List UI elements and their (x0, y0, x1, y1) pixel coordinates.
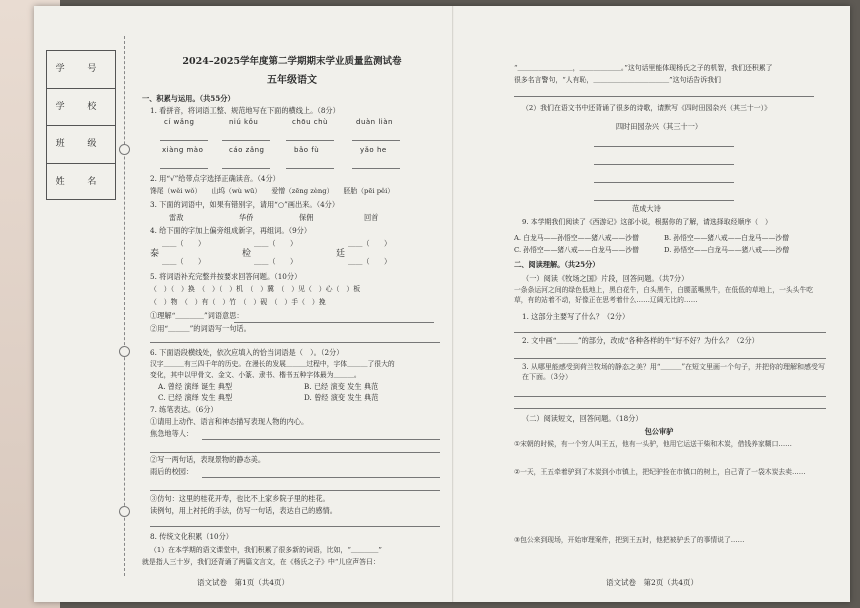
answer-line[interactable] (150, 452, 440, 453)
reading-question: 2. 文中画“＿＿＿”的部分，改成“各种各样的牛”好不好？为什么？（2分） (522, 336, 759, 345)
reading-passage: 一条条运河之间的绿色低地上，黑白花牛，白头黑牛，白腰蓝嘴黑牛，在低低的草地上，一头头牛吃草，有的站着不动，好像正在思考着什么……辽阔无比的…… (514, 286, 814, 304)
answer-line[interactable] (234, 322, 434, 323)
question-4: 4. 给下面的字加上偏旁组成新字，再组词。（9分） (150, 226, 312, 235)
info-student-number: 学 号 (47, 51, 115, 89)
q9-option[interactable]: A. 白龙马——孙悟空——猪八戒——沙僧 (514, 234, 639, 242)
q7-part: ③仿句：这里的桂花开寿，也比不上家乡院子里的桂花。 (150, 494, 330, 503)
q8-text: 就是指人三十岁，我们还背诵了两篇文言文，在《杨氏之子》中“儿应声答曰： (142, 558, 380, 566)
poem-line[interactable] (594, 200, 734, 201)
reading-heading: （一）阅读《牧场之国》片段，回答问题。（共7分） (522, 274, 689, 283)
q4-blank[interactable]: ＿＿（ ） (348, 239, 392, 248)
answer-line[interactable] (286, 140, 334, 141)
reading-passage: ③包公来到现场，开始审理案件，把到王五时，他把被驴丢了的事情说了…… (514, 536, 745, 544)
q6-text: 变化，其中以甲骨文、金文、小篆、隶书、楷书五种字体最为＿＿＿。 (150, 371, 361, 379)
q9-option[interactable]: B. 孙悟空——猪八戒——白龙马——沙僧 (664, 234, 789, 242)
reading-passage: ②一天，王五牵着驴到了木炭到小市镇上，把纪驴拴在市镇口的树上，自己背了一袋木炭去卖…… (514, 468, 806, 476)
q6-option[interactable]: B. 已经 演变 发生 典范 (304, 382, 379, 391)
page-footer: 语文试卷 第1页（共4页） (196, 577, 290, 587)
answer-line[interactable] (150, 490, 440, 491)
q5-understand: ①理解“＿＿＿＿”词语意思： (150, 311, 244, 320)
q7-part: ①请用上动作、语言和神态描写表现人物的内心。 (150, 417, 309, 426)
answer-line[interactable] (514, 96, 814, 97)
q5-row[interactable]: （ ）物 （ ）有（ ）竹 （ ）砚 （ ）手（ ）挽 (150, 298, 326, 306)
pinyin: chōu chù (292, 118, 328, 126)
passage-title: 包公审驴 (644, 427, 674, 436)
q6-option[interactable]: D. 曾经 演变 发生 典范 (304, 393, 379, 402)
answer-line[interactable] (222, 168, 270, 169)
question-6: 6. 下面语段横线处，依次应填入的恰当词语是（ ）。（2分） (150, 348, 344, 357)
q4-blank[interactable]: ＿＿（ ） (162, 239, 206, 248)
question-7: 7. 练笔表达。（6分） (150, 405, 218, 414)
info-class: 班 级 (47, 126, 115, 164)
q4-blank[interactable]: ＿＿（ ） (162, 257, 206, 266)
info-school: 学 校 (47, 89, 115, 127)
answer-line[interactable] (222, 140, 270, 141)
binding-hole (119, 346, 130, 357)
exam-subject: 五年级语文 (267, 75, 317, 86)
page-two (454, 6, 850, 602)
pinyin: niú kǒu (229, 118, 259, 126)
exam-title: 2024–2025学年度第二学期期末学业质量监测试卷 (182, 56, 402, 67)
q5-row[interactable]: （ ）（ ）换 （ ）（ ）机 （ ）冀 （ ）见（ ）心（ ）板 (150, 285, 361, 293)
page-footer: 语文试卷 第2页（共4页） (605, 577, 699, 587)
answer-line[interactable] (514, 332, 826, 333)
info-name: 姓 名 (55, 176, 107, 187)
q7-part: ②写一两句话，表现景物的静态美。 (150, 455, 266, 464)
question-9: 9. 本学期我们阅读了《西游记》这部小说，根据你的了解，请选择取经顺序（ ） (522, 218, 772, 226)
answer-line[interactable] (150, 342, 440, 343)
q5-sentence: ②用“＿＿＿”的词语写一句话。 (150, 324, 251, 333)
poem-author: 范成大诗 (632, 204, 661, 213)
q3-word[interactable]: 华侨 (239, 213, 254, 222)
answer-line[interactable] (514, 408, 826, 409)
poem-line[interactable] (594, 146, 734, 147)
reading-heading: （二）阅读短文，回答问题。（18分） (522, 414, 643, 423)
section-heading: 一、积累与运用。（共55分） (142, 94, 235, 103)
q9-option[interactable]: C. 孙悟空——猪八戒——白龙马——沙僧 (514, 246, 639, 254)
answer-line[interactable] (514, 358, 826, 359)
pinyin: cáo zǎng (229, 146, 265, 154)
answer-line[interactable] (202, 439, 440, 440)
pinyin: bǎo fù (294, 146, 320, 154)
pinyin: xiàng mào (162, 146, 204, 154)
poem-title: 四时田园杂兴（其三十一） (615, 122, 703, 131)
q4-char: 泰 (150, 249, 160, 259)
exam-paper (34, 6, 850, 602)
answer-line[interactable] (352, 168, 400, 169)
pinyin: yǎo he (360, 146, 387, 154)
section-heading: 二、阅读理解。（共25分） (514, 260, 600, 269)
q8-text: （1）在本学期的语文课堂中，我们积累了很多新的词语，比如，“＿＿＿＿” (150, 546, 382, 554)
binding-hole (119, 506, 130, 517)
answer-line[interactable] (202, 477, 440, 478)
reading-passage: ①宋朝的时候，有一个穷人叫王五，他有一头驴，他用它运送干柴和木炭，借钱养家糊口…… (514, 440, 792, 448)
q8-continued: “＿＿＿＿＿＿＿＿，＿＿＿＿＿＿。”这句话里能体现杨氏之子的机智，我们还积累了 (514, 64, 773, 72)
student-info-box (46, 50, 116, 200)
q4-blank[interactable]: ＿＿（ ） (254, 257, 298, 266)
poem-line[interactable] (594, 164, 734, 165)
binding-hole (119, 144, 130, 155)
question-2: 2. 用“√”给带点字选择正确读音。（4分） (150, 174, 280, 183)
binding-line (124, 36, 125, 576)
q4-blank[interactable]: ＿＿（ ） (254, 239, 298, 248)
q4-char: 廷 (336, 249, 346, 259)
question-5: 5. 将词语补充完整并按要求回答问题。（10分） (150, 272, 302, 281)
question-8: 8. 传统文化积累（10分） (150, 532, 233, 541)
q6-option[interactable]: C. 已经 演绎 发生 典型 (158, 393, 233, 402)
answer-line[interactable] (160, 140, 208, 141)
answer-line[interactable] (150, 526, 440, 527)
question-1: 1. 看拼音，将词语工整、规范地写在下面的横线上。（8分） (150, 106, 340, 115)
answer-line[interactable] (286, 168, 334, 169)
reading-question: 1. 这部分主要写了什么？（2分） (522, 312, 630, 321)
q3-word[interactable]: 回首 (364, 213, 379, 222)
answer-line[interactable] (352, 140, 400, 141)
q3-word[interactable]: 保佣 (299, 213, 314, 222)
answer-line[interactable] (514, 396, 826, 397)
q8-part2: （2）我们在语文书中还背诵了很多的诗歌，请默写《四时田园杂兴（其三十一）》 (522, 104, 771, 112)
question-2-items: 馋尾（wěi wǒ） 山坞（wù wū） 爱憎（zēng zèng） 胚胎（pēi pěi） (150, 187, 395, 195)
q8-continued: 很多名言警句，“人有恥，＿＿＿＿＿＿＿＿＿＿＿”这句话告诉我们 (514, 76, 721, 84)
q7-prompt: 焦急地等人： (150, 429, 194, 438)
answer-line[interactable] (160, 168, 208, 169)
q4-char: 检 (242, 249, 252, 259)
page-one (34, 6, 452, 602)
pinyin: duàn liàn (356, 118, 393, 126)
reading-question: 3. 从哪里能感受到荷兰牧场的静态之美？用“＿＿＿”在短文里画一个句子，并把你的理解和感受写在下面。（3分） (522, 363, 826, 382)
question-3: 3. 下面的词语中，如果有错别字，请用“○”画出来。（4分） (150, 200, 340, 209)
q6-text: 汉字＿＿＿有三四千年的历史。在漫长的发展＿＿＿过程中，字体＿＿＿了很大的 (150, 360, 395, 368)
q3-word[interactable]: 雷敌 (169, 213, 184, 222)
q4-blank[interactable]: ＿＿（ ） (348, 257, 392, 266)
pinyin: cí wǎng (164, 118, 195, 126)
poem-line[interactable] (594, 182, 734, 183)
q7-prompt: 读例句，用上衬托的手法，仿写一句话，表达自己的感情。 (150, 506, 337, 515)
q9-option[interactable]: D. 孙悟空——白龙马——猪八戒——沙僧 (664, 246, 790, 254)
q6-option[interactable]: A. 曾经 演绎 诞生 典型 (158, 382, 233, 391)
q7-prompt: 雨后的校园： (150, 467, 194, 476)
